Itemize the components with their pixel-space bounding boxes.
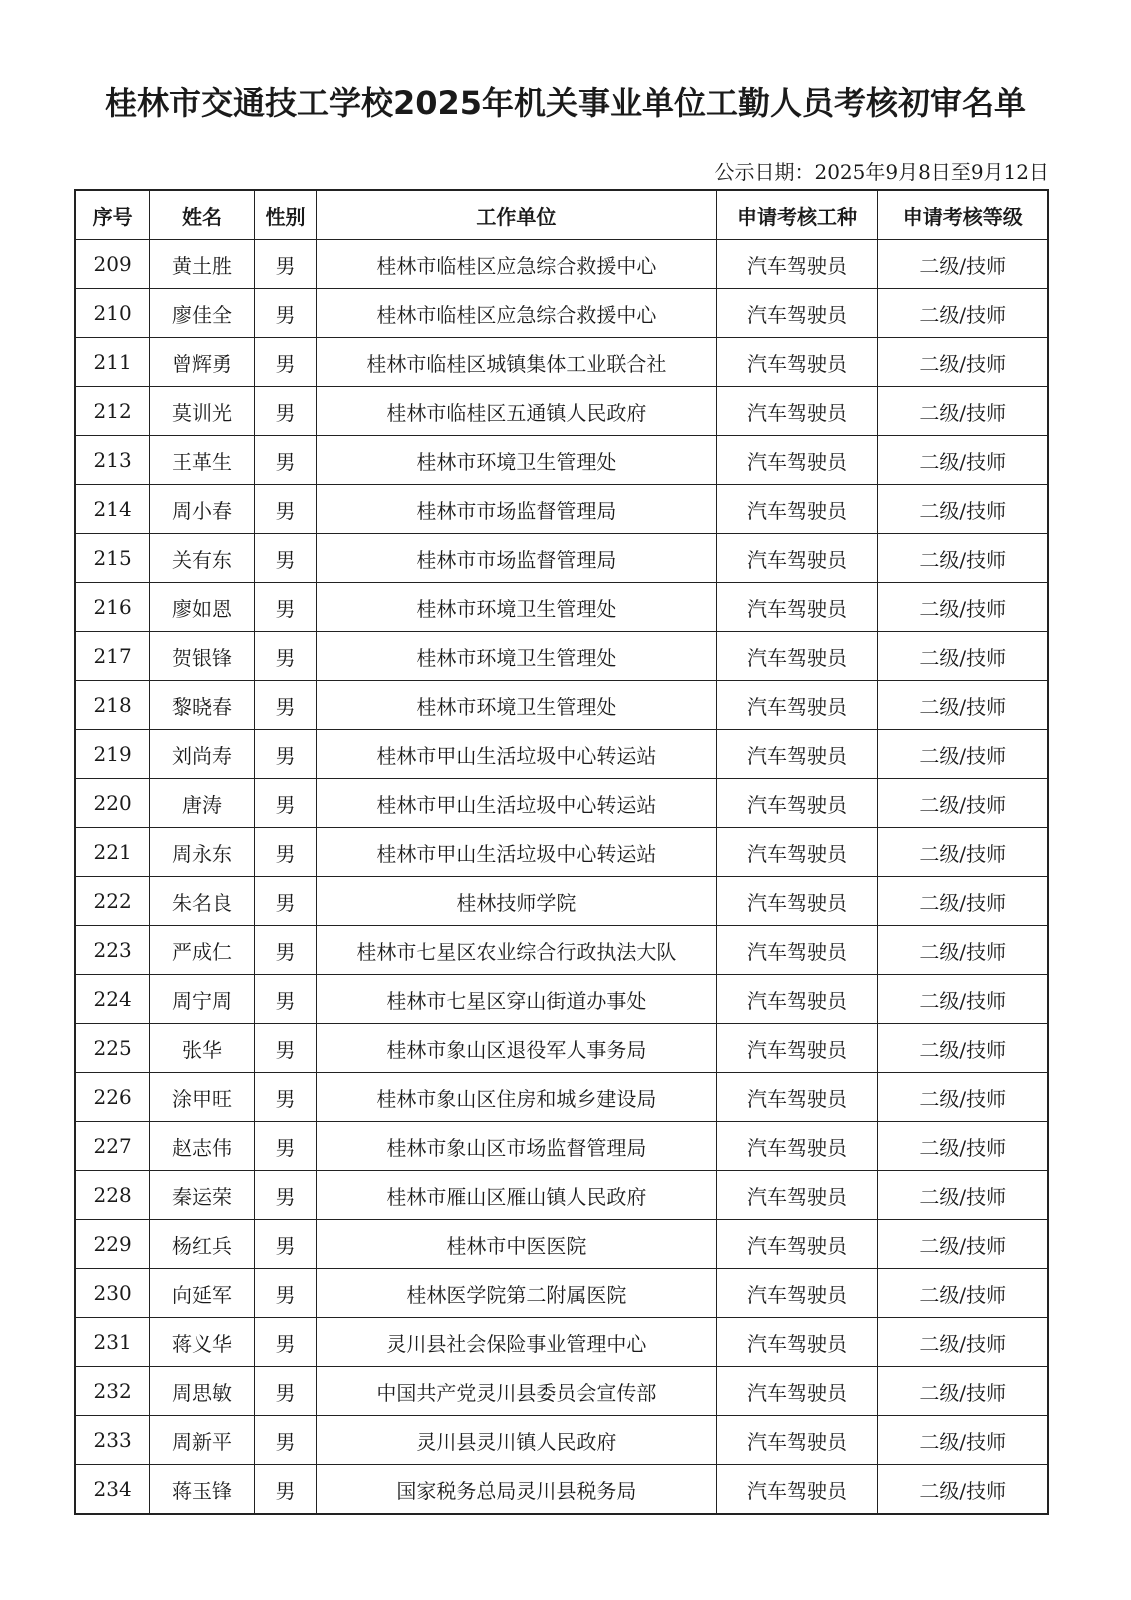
table-row: [75, 730, 1048, 779]
cell-job-type: 汽车驾驶员: [716, 926, 878, 975]
cell-work-unit: 中国共产党灵川县委员会宣传部: [317, 1367, 716, 1416]
cell-job-type: 汽车驾驶员: [716, 1465, 878, 1515]
cell-name: 向延军: [150, 1269, 254, 1318]
cell-job-type: 汽车驾驶员: [716, 975, 878, 1024]
cell-index: 224: [75, 975, 150, 1024]
cell-gender: 男: [254, 1171, 316, 1220]
cell-work-unit: 桂林市临桂区应急综合救援中心: [317, 289, 716, 338]
cell-level: 二级/技师: [878, 1073, 1048, 1122]
cell-job-type: 汽车驾驶员: [716, 1367, 878, 1416]
cell-job-type: 汽车驾驶员: [716, 1024, 878, 1073]
cell-name: 王革生: [150, 436, 254, 485]
cell-job-type: 汽车驾驶员: [716, 583, 878, 632]
cell-name: 周新平: [150, 1416, 254, 1465]
cell-work-unit: 桂林市市场监督管理局: [317, 485, 716, 534]
cell-name: 唐涛: [150, 779, 254, 828]
cell-index: 229: [75, 1220, 150, 1269]
cell-gender: 男: [254, 828, 316, 877]
cell-level: 二级/技师: [878, 828, 1048, 877]
cell-gender: 男: [254, 926, 316, 975]
cell-index: 234: [75, 1465, 150, 1515]
cell-gender: 男: [254, 779, 316, 828]
table-row: [75, 1318, 1048, 1367]
cell-gender: 男: [254, 1073, 316, 1122]
cell-index: 214: [75, 485, 150, 534]
cell-name: 贺银锋: [150, 632, 254, 681]
cell-gender: 男: [254, 730, 316, 779]
table-row: [75, 1073, 1048, 1122]
cell-job-type: 汽车驾驶员: [716, 289, 878, 338]
cell-level: 二级/技师: [878, 730, 1048, 779]
cell-job-type: 汽车驾驶员: [716, 1220, 878, 1269]
cell-work-unit: 桂林技师学院: [317, 877, 716, 926]
cell-level: 二级/技师: [878, 877, 1048, 926]
cell-index: 217: [75, 632, 150, 681]
cell-name: 黎晓春: [150, 681, 254, 730]
table-row: [75, 779, 1048, 828]
cell-gender: 男: [254, 1024, 316, 1073]
cell-index: 228: [75, 1171, 150, 1220]
header-job-type: 申请考核工种: [716, 190, 878, 240]
cell-name: 蒋义华: [150, 1318, 254, 1367]
table-row: [75, 1122, 1048, 1171]
cell-index: 219: [75, 730, 150, 779]
cell-work-unit: 桂林市临桂区城镇集体工业联合社: [317, 338, 716, 387]
cell-job-type: 汽车驾驶员: [716, 387, 878, 436]
cell-work-unit: 桂林市雁山区雁山镇人民政府: [317, 1171, 716, 1220]
cell-index: 209: [75, 240, 150, 289]
cell-gender: 男: [254, 583, 316, 632]
cell-index: 222: [75, 877, 150, 926]
cell-gender: 男: [254, 1318, 316, 1367]
cell-index: 227: [75, 1122, 150, 1171]
page-title: 桂林市交通技工学校2025年机关事业单位工勤人员考核初审名单: [104, 84, 1027, 122]
cell-gender: 男: [254, 240, 316, 289]
cell-job-type: 汽车驾驶员: [716, 338, 878, 387]
cell-level: 二级/技师: [878, 387, 1048, 436]
cell-gender: 男: [254, 1416, 316, 1465]
cell-name: 周思敏: [150, 1367, 254, 1416]
cell-name: 蒋玉锋: [150, 1465, 254, 1515]
cell-name: 张华: [150, 1024, 254, 1073]
cell-level: 二级/技师: [878, 1220, 1048, 1269]
cell-index: 210: [75, 289, 150, 338]
cell-name: 朱名良: [150, 877, 254, 926]
header-gender: 性别: [254, 190, 316, 240]
cell-name: 莫训光: [150, 387, 254, 436]
cell-level: 二级/技师: [878, 436, 1048, 485]
cell-level: 二级/技师: [878, 632, 1048, 681]
cell-name: 秦运荣: [150, 1171, 254, 1220]
cell-name: 关有东: [150, 534, 254, 583]
cell-index: 212: [75, 387, 150, 436]
cell-work-unit: 灵川县灵川镇人民政府: [317, 1416, 716, 1465]
cell-gender: 男: [254, 289, 316, 338]
table-row: [75, 436, 1048, 485]
cell-job-type: 汽车驾驶员: [716, 436, 878, 485]
cell-level: 二级/技师: [878, 681, 1048, 730]
cell-index: 221: [75, 828, 150, 877]
cell-work-unit: 桂林市环境卫生管理处: [317, 632, 716, 681]
cell-level: 二级/技师: [878, 1171, 1048, 1220]
table-row: [75, 877, 1048, 926]
cell-gender: 男: [254, 1465, 316, 1515]
cell-gender: 男: [254, 534, 316, 583]
header-index: 序号: [75, 190, 150, 240]
table-body: [75, 240, 1048, 1515]
cell-job-type: 汽车驾驶员: [716, 1269, 878, 1318]
cell-name: 赵志伟: [150, 1122, 254, 1171]
table-row: [75, 1465, 1048, 1515]
cell-name: 杨红兵: [150, 1220, 254, 1269]
table-row: [75, 485, 1048, 534]
cell-job-type: 汽车驾驶员: [716, 240, 878, 289]
cell-work-unit: 桂林市甲山生活垃圾中心转运站: [317, 828, 716, 877]
cell-level: 二级/技师: [878, 583, 1048, 632]
cell-level: 二级/技师: [878, 1122, 1048, 1171]
cell-level: 二级/技师: [878, 1416, 1048, 1465]
cell-level: 二级/技师: [878, 1318, 1048, 1367]
cell-gender: 男: [254, 436, 316, 485]
cell-job-type: 汽车驾驶员: [716, 1416, 878, 1465]
cell-level: 二级/技师: [878, 1367, 1048, 1416]
table-row: [75, 387, 1048, 436]
cell-gender: 男: [254, 1220, 316, 1269]
cell-index: 232: [75, 1367, 150, 1416]
cell-gender: 男: [254, 387, 316, 436]
cell-level: 二级/技师: [878, 1465, 1048, 1515]
table-row: [75, 583, 1048, 632]
cell-name: 刘尚寿: [150, 730, 254, 779]
cell-gender: 男: [254, 975, 316, 1024]
cell-index: 211: [75, 338, 150, 387]
cell-name: 廖如恩: [150, 583, 254, 632]
cell-gender: 男: [254, 877, 316, 926]
table-row: [75, 1171, 1048, 1220]
cell-job-type: 汽车驾驶员: [716, 779, 878, 828]
cell-job-type: 汽车驾驶员: [716, 681, 878, 730]
table-row: [75, 1416, 1048, 1465]
cell-job-type: 汽车驾驶员: [716, 1318, 878, 1367]
cell-level: 二级/技师: [878, 240, 1048, 289]
table-row: [75, 1367, 1048, 1416]
cell-work-unit: 桂林医学院第二附属医院: [317, 1269, 716, 1318]
header-level: 申请考核等级: [878, 190, 1048, 240]
table-row: [75, 1220, 1048, 1269]
cell-name: 廖佳全: [150, 289, 254, 338]
cell-job-type: 汽车驾驶员: [716, 1122, 878, 1171]
cell-name: 周小春: [150, 485, 254, 534]
cell-work-unit: 国家税务总局灵川县税务局: [317, 1465, 716, 1515]
table-row: [75, 1024, 1048, 1073]
cell-name: 涂甲旺: [150, 1073, 254, 1122]
cell-work-unit: 桂林市象山区退役军人事务局: [317, 1024, 716, 1073]
cell-name: 曾辉勇: [150, 338, 254, 387]
cell-index: 230: [75, 1269, 150, 1318]
cell-work-unit: 桂林市中医医院: [317, 1220, 716, 1269]
cell-gender: 男: [254, 338, 316, 387]
cell-job-type: 汽车驾驶员: [716, 485, 878, 534]
cell-gender: 男: [254, 1122, 316, 1171]
cell-index: 215: [75, 534, 150, 583]
cell-work-unit: 桂林市临桂区五通镇人民政府: [317, 387, 716, 436]
table-header-row: [75, 190, 1048, 240]
cell-name: 周永东: [150, 828, 254, 877]
table-row: [75, 338, 1048, 387]
cell-level: 二级/技师: [878, 485, 1048, 534]
table-row: [75, 828, 1048, 877]
cell-gender: 男: [254, 1269, 316, 1318]
cell-work-unit: 桂林市象山区住房和城乡建设局: [317, 1073, 716, 1122]
table-row: [75, 534, 1048, 583]
cell-level: 二级/技师: [878, 534, 1048, 583]
cell-level: 二级/技师: [878, 926, 1048, 975]
cell-job-type: 汽车驾驶员: [716, 828, 878, 877]
cell-index: 225: [75, 1024, 150, 1073]
cell-work-unit: 桂林市象山区市场监督管理局: [317, 1122, 716, 1171]
cell-work-unit: 桂林市环境卫生管理处: [317, 681, 716, 730]
cell-index: 220: [75, 779, 150, 828]
table-row: [75, 681, 1048, 730]
cell-work-unit: 桂林市环境卫生管理处: [317, 436, 716, 485]
cell-gender: 男: [254, 632, 316, 681]
candidate-table: [74, 189, 1049, 1515]
cell-name: 黄土胜: [150, 240, 254, 289]
cell-work-unit: 桂林市七星区农业综合行政执法大队: [317, 926, 716, 975]
cell-index: 226: [75, 1073, 150, 1122]
cell-work-unit: 桂林市七星区穿山街道办事处: [317, 975, 716, 1024]
cell-job-type: 汽车驾驶员: [716, 632, 878, 681]
cell-index: 216: [75, 583, 150, 632]
cell-work-unit: 桂林市甲山生活垃圾中心转运站: [317, 779, 716, 828]
cell-job-type: 汽车驾驶员: [716, 534, 878, 583]
cell-job-type: 汽车驾驶员: [716, 1171, 878, 1220]
cell-level: 二级/技师: [878, 338, 1048, 387]
cell-index: 223: [75, 926, 150, 975]
cell-job-type: 汽车驾驶员: [716, 877, 878, 926]
cell-job-type: 汽车驾驶员: [716, 730, 878, 779]
cell-gender: 男: [254, 681, 316, 730]
cell-work-unit: 桂林市临桂区应急综合救援中心: [317, 240, 716, 289]
cell-index: 233: [75, 1416, 150, 1465]
cell-job-type: 汽车驾驶员: [716, 1073, 878, 1122]
table-row: [75, 975, 1048, 1024]
header-work-unit: 工作单位: [317, 190, 716, 240]
cell-index: 231: [75, 1318, 150, 1367]
cell-work-unit: 桂林市环境卫生管理处: [317, 583, 716, 632]
cell-level: 二级/技师: [878, 289, 1048, 338]
cell-name: 周宁周: [150, 975, 254, 1024]
cell-gender: 男: [254, 1367, 316, 1416]
table-row: [75, 289, 1048, 338]
cell-level: 二级/技师: [878, 1024, 1048, 1073]
cell-work-unit: 灵川县社会保险事业管理中心: [317, 1318, 716, 1367]
cell-level: 二级/技师: [878, 975, 1048, 1024]
cell-level: 二级/技师: [878, 1269, 1048, 1318]
cell-name: 严成仁: [150, 926, 254, 975]
header-name: 姓名: [150, 190, 254, 240]
cell-gender: 男: [254, 485, 316, 534]
table-row: [75, 240, 1048, 289]
table-row: [75, 1269, 1048, 1318]
publication-date: 公示日期：2025年9月8日至9月12日: [714, 160, 1049, 184]
table-row: [75, 926, 1048, 975]
cell-work-unit: 桂林市甲山生活垃圾中心转运站: [317, 730, 716, 779]
table-row: [75, 632, 1048, 681]
cell-work-unit: 桂林市市场监督管理局: [317, 534, 716, 583]
cell-level: 二级/技师: [878, 779, 1048, 828]
cell-index: 218: [75, 681, 150, 730]
cell-index: 213: [75, 436, 150, 485]
